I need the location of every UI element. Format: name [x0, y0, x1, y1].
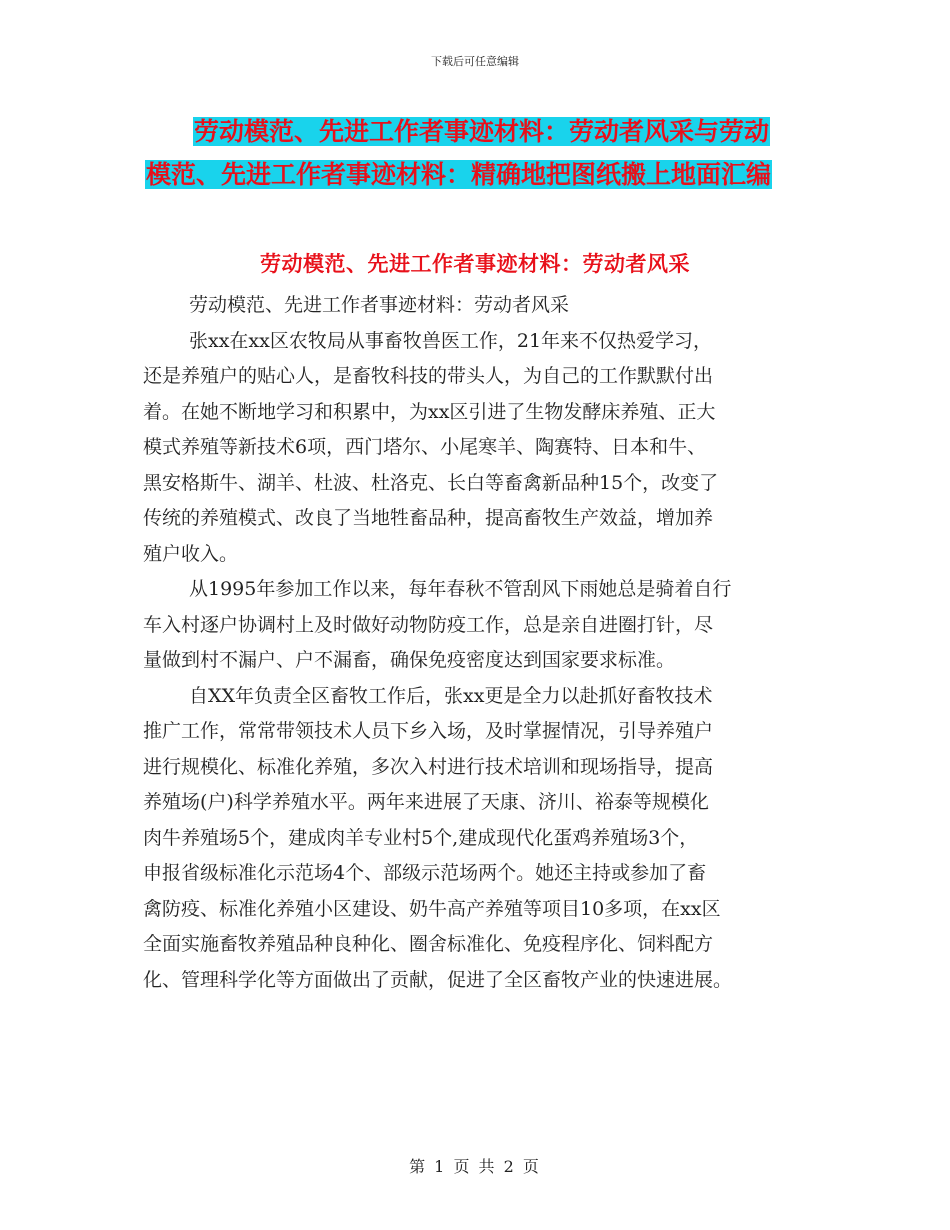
paragraph-line: 车入村逐户协调村上及时做好动物防疫工作，总是亲自进圈打针，尽 [143, 613, 714, 636]
paragraph-line: 化、管理科学化等方面做出了贡献，促进了全区畜牧产业的快速进展。 [143, 968, 733, 991]
section-subtitle: 劳动模范、先进工作者事迹材料：劳动者风采 [260, 251, 690, 276]
page-number: 第 1 页 共 2 页 [409, 1157, 541, 1176]
paragraph-achievements [143, 679, 805, 999]
paragraph-line: 模式养殖等新技术6项，西门塔尔、小尾寒羊、陶赛特、日本和牛、 [143, 436, 707, 458]
paragraph-profile [143, 324, 805, 573]
paragraph-line: 张xx在xx区农牧局从事畜牧兽医工作，21年来不仅热爱学习， [189, 329, 713, 352]
paragraph-line: 传统的养殖模式、改良了当地牲畜品种，提高畜牧生产效益，增加养 [143, 507, 714, 529]
paragraph-line: 禽防疫、标准化养殖小区建设、奶牛高产养殖等项目10多项，在xx区 [143, 897, 721, 920]
paragraph-line: 自XX年负责全区畜牧工作后，张xx更是全力以赴抓好畜牧技术 [189, 684, 713, 707]
paragraph-line: 还是养殖户的贴心人，是畜牧科技的带头人，为自己的工作默默付出 [143, 365, 714, 387]
paragraph-intro [143, 288, 805, 324]
title-line-1 [145, 110, 805, 153]
document-body [143, 288, 805, 998]
paragraph-line: 推广工作，常常带领技术人员下乡入场，及时掌握情况，引导养殖户 [143, 720, 714, 742]
paragraph-line: 全面实施畜牧养殖品种良种化、圈舍标准化、免疫程序化、饲料配方 [143, 933, 714, 955]
paragraph-line: 量做到村不漏户、户不漏畜，确保免疫密度达到国家要求标准。 [143, 649, 676, 671]
title-line-2 [145, 153, 805, 196]
paragraph-epidemic-prevention [143, 572, 805, 679]
document-title [145, 110, 805, 196]
paragraph-line: 从1995年参加工作以来，每年春秋不管刮风下雨她总是骑着自行 [189, 578, 732, 600]
paragraph-line: 养殖场(户)科学养殖水平。两年来进展了天康、济川、裕泰等规模化 [143, 791, 709, 813]
paragraph-line: 进行规模化、标准化养殖，多次入村进行技术培训和现场指导，提高 [143, 755, 714, 778]
paragraph-line: 着。在她不断地学习和积累中，为xx区引进了生物发酵床养殖、正大 [143, 400, 716, 423]
title-line-1-text: 劳动模范、先进工作者事迹材料：劳动者风采与劳动 [194, 117, 770, 146]
title-line-2-text: 模范、先进工作者事迹材料：精确地把图纸搬上地面汇编 [146, 160, 772, 189]
paragraph-line: 劳动模范、先进工作者事迹材料：劳动者风采 [189, 294, 570, 316]
header-note: 下载后可任意编辑 [431, 55, 519, 68]
paragraph-line: 黑安格斯牛、湖羊、杜波、杜洛克、长白等畜禽新品种15个，改变了 [143, 471, 719, 494]
paragraph-line: 殖户收入。 [143, 542, 239, 565]
paragraph-line: 申报省级标准化示范场4个、部级示范场两个。她还主持或参加了畜 [143, 862, 707, 884]
paragraph-line: 肉牛养殖场5个，建成肉羊专业村5个,建成现代化蛋鸡养殖场3个， [143, 826, 699, 849]
